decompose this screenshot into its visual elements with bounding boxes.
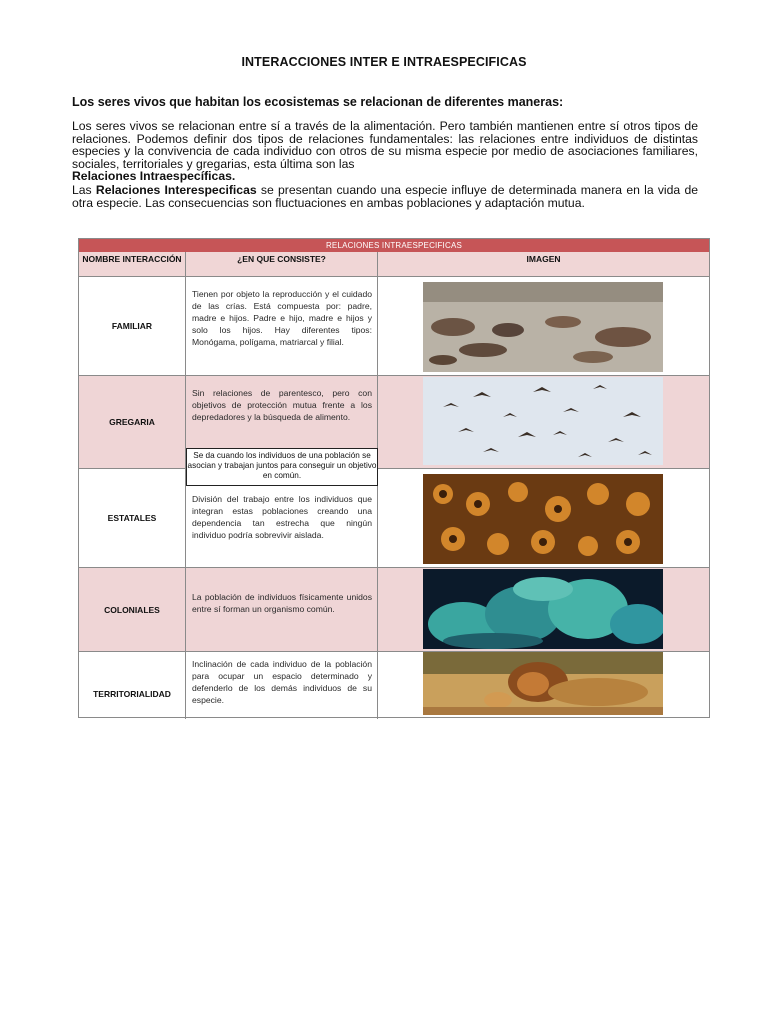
lions-photo	[423, 652, 663, 715]
interspecific-paragraph	[72, 184, 698, 209]
table-row-territorialidad	[79, 652, 709, 719]
row-image-cell	[378, 376, 709, 468]
intro-bold-term: Relaciones Intraespecíficas.	[72, 169, 236, 184]
header-consists: ¿EN QUE CONSISTE?	[186, 252, 378, 277]
interspecific-text: se presentan cuando una especie influye de determinada manera en la vida de otra especie. Las consecuencias son fluctuaciones en ambas poblaciones y adaptación mutua.	[72, 183, 698, 210]
row-description: Tienen por objeto la reproducción y el cuidado de las crías. Está compuesta por: padre, madre e hijos. Padre e hijo, madre e hijos y solo los hijos. Hay diferentes tipos: Monógama, polígama, matriarcal y filial.	[186, 277, 378, 375]
table-title: RELACIONES INTRAESPECIFICAS	[79, 239, 709, 252]
table-row-coloniales	[79, 568, 709, 652]
document-title: INTERACCIONES INTER E INTRAESPECIFICAS	[241, 55, 527, 69]
row-name: COLONIALES	[79, 568, 186, 651]
row-description: Inclinación de cada individuo de la población para ocupar un espacio determinado y defenderlo de los demás individuos de su especie.	[186, 652, 378, 719]
row-description: División del trabajo entre los individuos que integran estas poblaciones creando una dependencia tan estrecha que ningún individuo podría sobrevivir aislada.	[186, 469, 378, 567]
table-row-familiar	[79, 277, 709, 376]
row-name: ESTATALES	[79, 469, 186, 567]
interspecific-lead: Las	[72, 183, 96, 197]
row-image-cell	[378, 652, 709, 719]
row-name: TERRITORIALIDAD	[79, 652, 186, 719]
table-row-estatales	[79, 469, 709, 568]
row-image-cell	[378, 469, 709, 567]
intro-paragraph	[72, 120, 698, 183]
row-description: Sin relaciones de parentesco, pero con objetivos de protección mutua frente a los depredadores y la búsqueda de alimento.	[186, 376, 378, 468]
interspecific-bold-term: Relaciones Interespecificas	[95, 183, 257, 197]
document-subtitle: Los seres vivos que habitan los ecosistemas se relacionan de diferentes maneras:	[72, 95, 564, 109]
row-description: La población de individuos físicamente unidos entre sí forman un organismo común.	[186, 568, 378, 651]
table-row-gregaria	[79, 376, 709, 469]
row-name: GREGARIA	[79, 376, 186, 468]
flock-of-birds-photo	[423, 377, 663, 465]
coral-colony-photo	[423, 569, 663, 649]
header-image: IMAGEN	[378, 252, 709, 277]
row-image-cell	[378, 277, 709, 375]
relations-table	[78, 238, 710, 718]
row-image-cell	[378, 568, 709, 651]
sea-lions-photo	[423, 282, 663, 372]
bees-honeycomb-photo	[423, 474, 663, 564]
header-name: NOMBRE INTERACCIÓN	[79, 252, 186, 277]
row-name: FAMILIAR	[79, 277, 186, 375]
intro-text: Los seres vivos se relacionan entre sí a través de la alimentación. Pero también mantienen entre sí otros tipos de relaciones. Podemos definir dos tipos de relaciones fundamentales: las relaciones entre individuos de distintas especies y la convivencia de cada individuo con otros de su misma especie por medio de asociaciones familiares, sociales, territoriales y gregarias, esta última son las	[72, 119, 698, 171]
note-callout: Se da cuando los individuos de una población se asocian y trabajan juntos para conseguir un objetivo en común.	[186, 448, 378, 486]
